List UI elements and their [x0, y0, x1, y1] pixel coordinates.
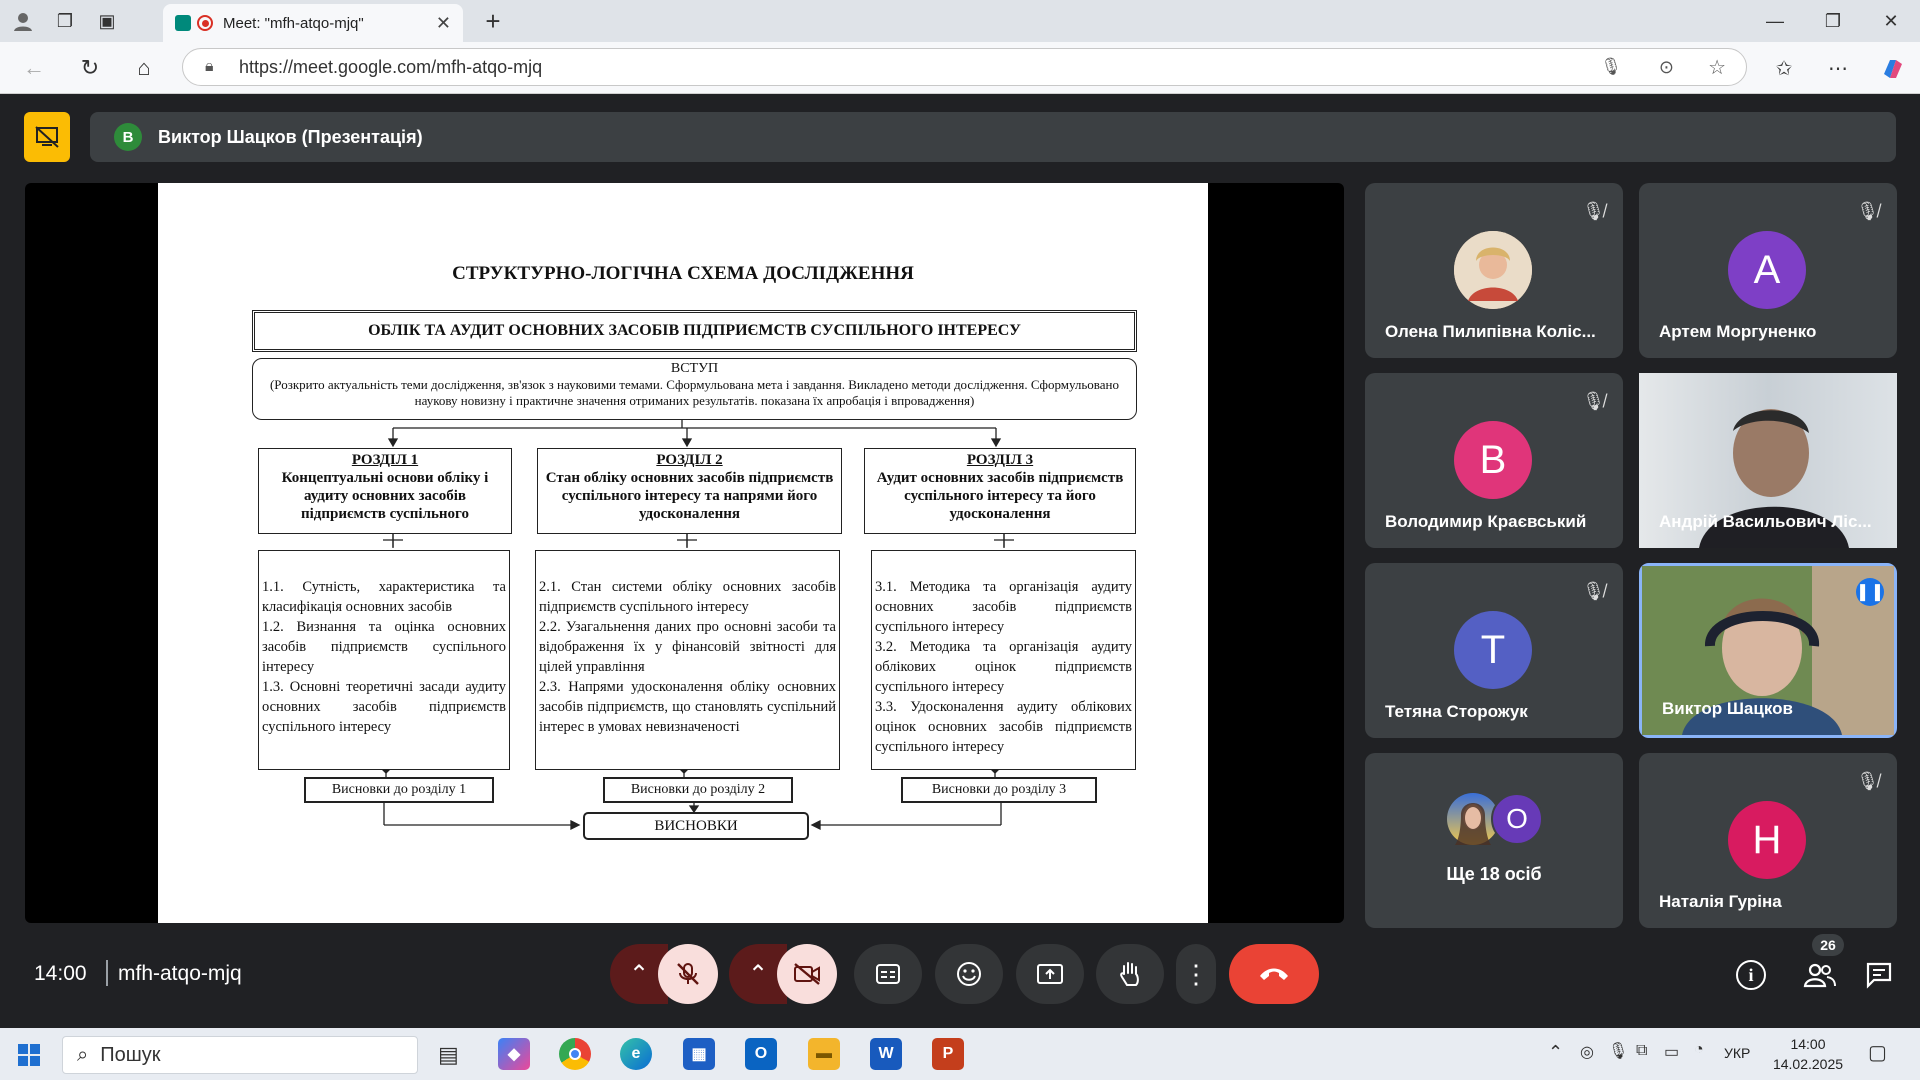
profile-icon[interactable] [10, 8, 36, 34]
reading-mode-icon[interactable]: ⊙ [1658, 56, 1674, 77]
section-2-items: 2.1. Стан системи обліку основних засобів підприємств суспільного інтересу 2.2. Узагальнення даних про основні засоби та відображення їх у фінансовій звітності для цілей управління 2.3. Напрями удосконалення обліку основних засобів підприємств, що становлять суспільний інтерес в умовах невизначеності [539, 579, 836, 735]
meeting-details-icon[interactable]: i [1736, 960, 1766, 990]
site-info-icon[interactable]: 🔒︎ [205, 58, 214, 75]
powerpoint-app-icon[interactable]: P [932, 1038, 964, 1070]
emoji-icon [956, 961, 982, 987]
section-2-conclusion: Висновки до розділу 2 [630, 782, 766, 797]
chat-icon[interactable] [1864, 960, 1894, 990]
participant-tile-1[interactable] [1365, 183, 1623, 358]
section-3-items-box [871, 550, 1136, 770]
speaking-indicator-icon: ▌▐ [1856, 578, 1884, 606]
section-1-title-box [258, 448, 512, 534]
intro-text: (Розкрито актуальність теми дослідження, зв'язок з науковими темами. Сформульована мета і завдання. Викладено методи дослідження. Сформульовано наукову новизну і практичне значення отриманих результатів. показана їх апробація і впровадження) [269, 377, 1120, 408]
leave-call-button[interactable] [1229, 944, 1319, 1004]
minimize-icon[interactable]: — [1766, 10, 1784, 31]
recording-icon [197, 15, 213, 31]
audio-options-button[interactable]: ⌃ [610, 944, 668, 1004]
tray-overflow-icon[interactable]: ⌃ [1548, 1042, 1564, 1062]
participant-video-6[interactable] [1639, 563, 1897, 738]
section-3-title: Аудит основних засобів підприємств суспільного інтересу та його удосконалення [876, 470, 1124, 522]
address-bar[interactable] [182, 48, 1747, 86]
section-3-items: 3.1. Методика та організація аудиту основних засобів підприємств суспільного інтересу 3.2. Методика та організація аудиту облікових оцінок підприємств суспільного інтересу 3.3. Удосконалення аудиту облікових оцінок основних засобів підприємств суспільного інтересу [875, 579, 1132, 755]
topic-text: ОБЛІК ТА АУДИТ ОСНОВНИХ ЗАСОБІВ ПІДПРИЄМСТВ СУСПІЛЬНОГО ІНТЕРЕСУ [368, 322, 1021, 339]
more-menu-icon[interactable]: ⋯ [1828, 57, 1848, 80]
section-2-title: Стан обліку основних засобів підприємств суспільного інтересу та напрями його удосконалення [545, 470, 834, 522]
reload-icon[interactable]: ↻ [80, 55, 100, 80]
tray-share-icon[interactable]: ⧉ [1636, 1042, 1648, 1059]
windows-taskbar [0, 1028, 1920, 1080]
browser-tab-bar [0, 0, 1920, 42]
battery-icon[interactable]: ▭ [1664, 1044, 1680, 1061]
presentation-stage [25, 183, 1344, 923]
presentation-icon[interactable] [24, 112, 70, 162]
final-conclusions-box [583, 812, 809, 840]
video-options-button[interactable]: ⌃ [729, 944, 787, 1004]
copilot-app-icon[interactable]: ◆ [498, 1038, 530, 1070]
home-icon[interactable]: ⌂ [137, 55, 151, 80]
divider [106, 960, 108, 986]
microphone-toggle-button[interactable] [658, 944, 718, 1004]
store-app-icon[interactable]: ▦ [683, 1038, 715, 1070]
camera-off-icon [793, 962, 821, 986]
slide [158, 183, 1208, 923]
section-3-heading: РОЗДІЛ 3 [966, 452, 1034, 468]
participant-name-6: Виктор Шацков [1662, 699, 1793, 718]
section-1-items: 1.1. Сутність, характеристика та класифікація основних засобів 1.2. Визнання та оцінка основних засобів підприємств суспільного інтересу 1.3. Основні теоретичні засади аудиту основних засобів підприємств суспільного інтересу [262, 579, 506, 735]
taskbar-search[interactable] [62, 1036, 418, 1074]
participant-name-7: Наталія Гуріна [1659, 892, 1782, 911]
slide-title: СТРУКТУРНО-ЛОГІЧНА СХЕМА ДОСЛІДЖЕННЯ [452, 263, 914, 284]
close-window-icon[interactable]: ✕ [1883, 10, 1899, 31]
participant-avatar-2: А [1728, 231, 1806, 309]
presenter-header [90, 112, 1896, 162]
camera-toggle-button[interactable] [777, 944, 837, 1004]
word-app-icon[interactable]: W [870, 1038, 902, 1070]
participant-name-3: Володимир Краєвський [1385, 512, 1587, 531]
workspaces-icon[interactable]: ❐ [56, 10, 74, 31]
chrome-app-icon[interactable] [559, 1038, 591, 1070]
more-people-tile[interactable] [1365, 753, 1623, 928]
section-2-items-box [535, 550, 840, 770]
clock-time: 14:00 [1790, 1036, 1826, 1052]
present-screen-icon [1036, 962, 1064, 986]
wifi-icon[interactable]: ◔ [1694, 1041, 1704, 1058]
muted-mic-icon: 🎙︎̸ [1582, 391, 1605, 411]
section-2-conclusion-box [603, 777, 793, 803]
tray-mic-icon[interactable]: 🎙︎ [1608, 1043, 1629, 1060]
task-view-icon[interactable]: ▤ [438, 1042, 459, 1067]
hand-icon [1118, 960, 1142, 988]
participant-name-5: Тетяна Сторожук [1385, 702, 1528, 721]
copilot-icon[interactable] [1878, 54, 1908, 84]
meeting-code: mfh-atqo-mjq [118, 962, 242, 985]
muted-mic-icon: 🎙︎̸ [1856, 201, 1879, 221]
participant-tile-7[interactable] [1639, 753, 1897, 928]
participant-tile-2[interactable] [1639, 183, 1897, 358]
new-tab-icon[interactable]: + [485, 5, 501, 36]
final-conclusions: ВИСНОВКИ [654, 817, 738, 834]
muted-mic-icon: 🎙︎̸ [1856, 771, 1879, 791]
section-1-conclusion-box [304, 777, 494, 803]
participant-avatar-7: Н [1728, 801, 1806, 879]
participant-avatar-3: В [1454, 421, 1532, 499]
meet-favicon-icon [175, 15, 191, 31]
mic-off-icon [675, 961, 701, 987]
section-1-conclusion: Висновки до розділу 1 [331, 782, 467, 797]
clock[interactable] [1768, 1034, 1848, 1074]
section-1-items-box [258, 550, 510, 770]
participant-name-4: Андрій Васильович Ліс... [1659, 512, 1872, 531]
participant-name-2: Артем Моргуненко [1659, 322, 1817, 341]
favorite-star-icon[interactable]: ☆ [1708, 56, 1726, 79]
restore-icon[interactable]: ❐ [1824, 10, 1842, 31]
start-icon[interactable] [18, 1044, 40, 1066]
meet-window [6, 94, 1914, 1028]
participant-avatar-5: Т [1454, 611, 1532, 689]
presenter-avatar: В [114, 123, 142, 151]
section-2-heading: РОЗДІЛ 2 [656, 452, 723, 468]
raise-hand-button[interactable] [1096, 944, 1164, 1004]
favorites-icon[interactable]: ✩ [1775, 57, 1793, 80]
muted-mic-icon: 🎙︎̸ [1582, 201, 1605, 221]
participant-photo-1 [1454, 231, 1532, 309]
hang-up-icon [1258, 966, 1290, 982]
close-tab-icon[interactable]: ✕ [435, 12, 451, 33]
reactions-button[interactable] [935, 944, 1003, 1004]
vertical-tabs-icon[interactable]: ▣ [98, 10, 116, 31]
present-screen-button[interactable] [1016, 944, 1084, 1004]
muted-mic-icon: 🎙︎̸ [1582, 581, 1605, 601]
captions-button[interactable] [854, 944, 922, 1004]
language-indicator[interactable]: УКР [1724, 1045, 1751, 1061]
more-people-avatar: О [1491, 793, 1543, 845]
url-text: https://meet.google.com/mfh-atqo-mjq [239, 56, 543, 77]
section-2-title-box [537, 448, 842, 534]
search-placeholder: Пошук [100, 1043, 161, 1066]
browser-nav-bar [0, 42, 1920, 94]
outlook-app-icon[interactable]: O [745, 1038, 777, 1070]
more-options-button[interactable]: ⋮ [1176, 944, 1216, 1004]
tray-camera-icon[interactable]: ◎ [1580, 1044, 1594, 1061]
section-1-heading: РОЗДІЛ 1 [351, 452, 419, 468]
back-icon[interactable]: ← [23, 55, 45, 80]
participant-video-4[interactable] [1639, 373, 1897, 548]
captions-icon [875, 963, 901, 985]
section-3-title-box [864, 448, 1136, 534]
presenter-label: Виктор Шацков (Презентація) [158, 126, 423, 147]
section-3-conclusion-box [901, 777, 1097, 803]
intro-heading: ВСТУП [670, 361, 719, 376]
active-tab[interactable] [163, 4, 463, 42]
edge-app-icon[interactable]: e [620, 1038, 652, 1070]
people-icon [1803, 962, 1837, 990]
people-button[interactable] [1803, 956, 1843, 992]
section-1-title: Концептуальні основи обліку і аудиту основних засобів підприємств суспільного [281, 470, 489, 522]
participant-name-1: Олена Пилипівна Коліс... [1385, 322, 1596, 341]
more-people-label: Ще 18 осіб [1446, 864, 1542, 884]
meeting-time: 14:00 [34, 962, 87, 985]
notifications-icon[interactable]: ▢ [1868, 1042, 1887, 1064]
explorer-app-icon[interactable]: ▬ [808, 1038, 840, 1070]
section-3-conclusion: Висновки до розділу 3 [931, 782, 1067, 797]
tab-title: Meet: "mfh-atqo-mjq" [223, 14, 364, 32]
search-icon: ⌕ [77, 1043, 89, 1066]
clock-date: 14.02.2025 [1772, 1056, 1844, 1072]
participant-tile-3[interactable] [1365, 373, 1623, 548]
people-count-badge: 26 [1812, 934, 1844, 956]
participant-tile-5[interactable] [1365, 563, 1623, 738]
microphone-icon[interactable]: 🎙︎ [1600, 57, 1622, 76]
